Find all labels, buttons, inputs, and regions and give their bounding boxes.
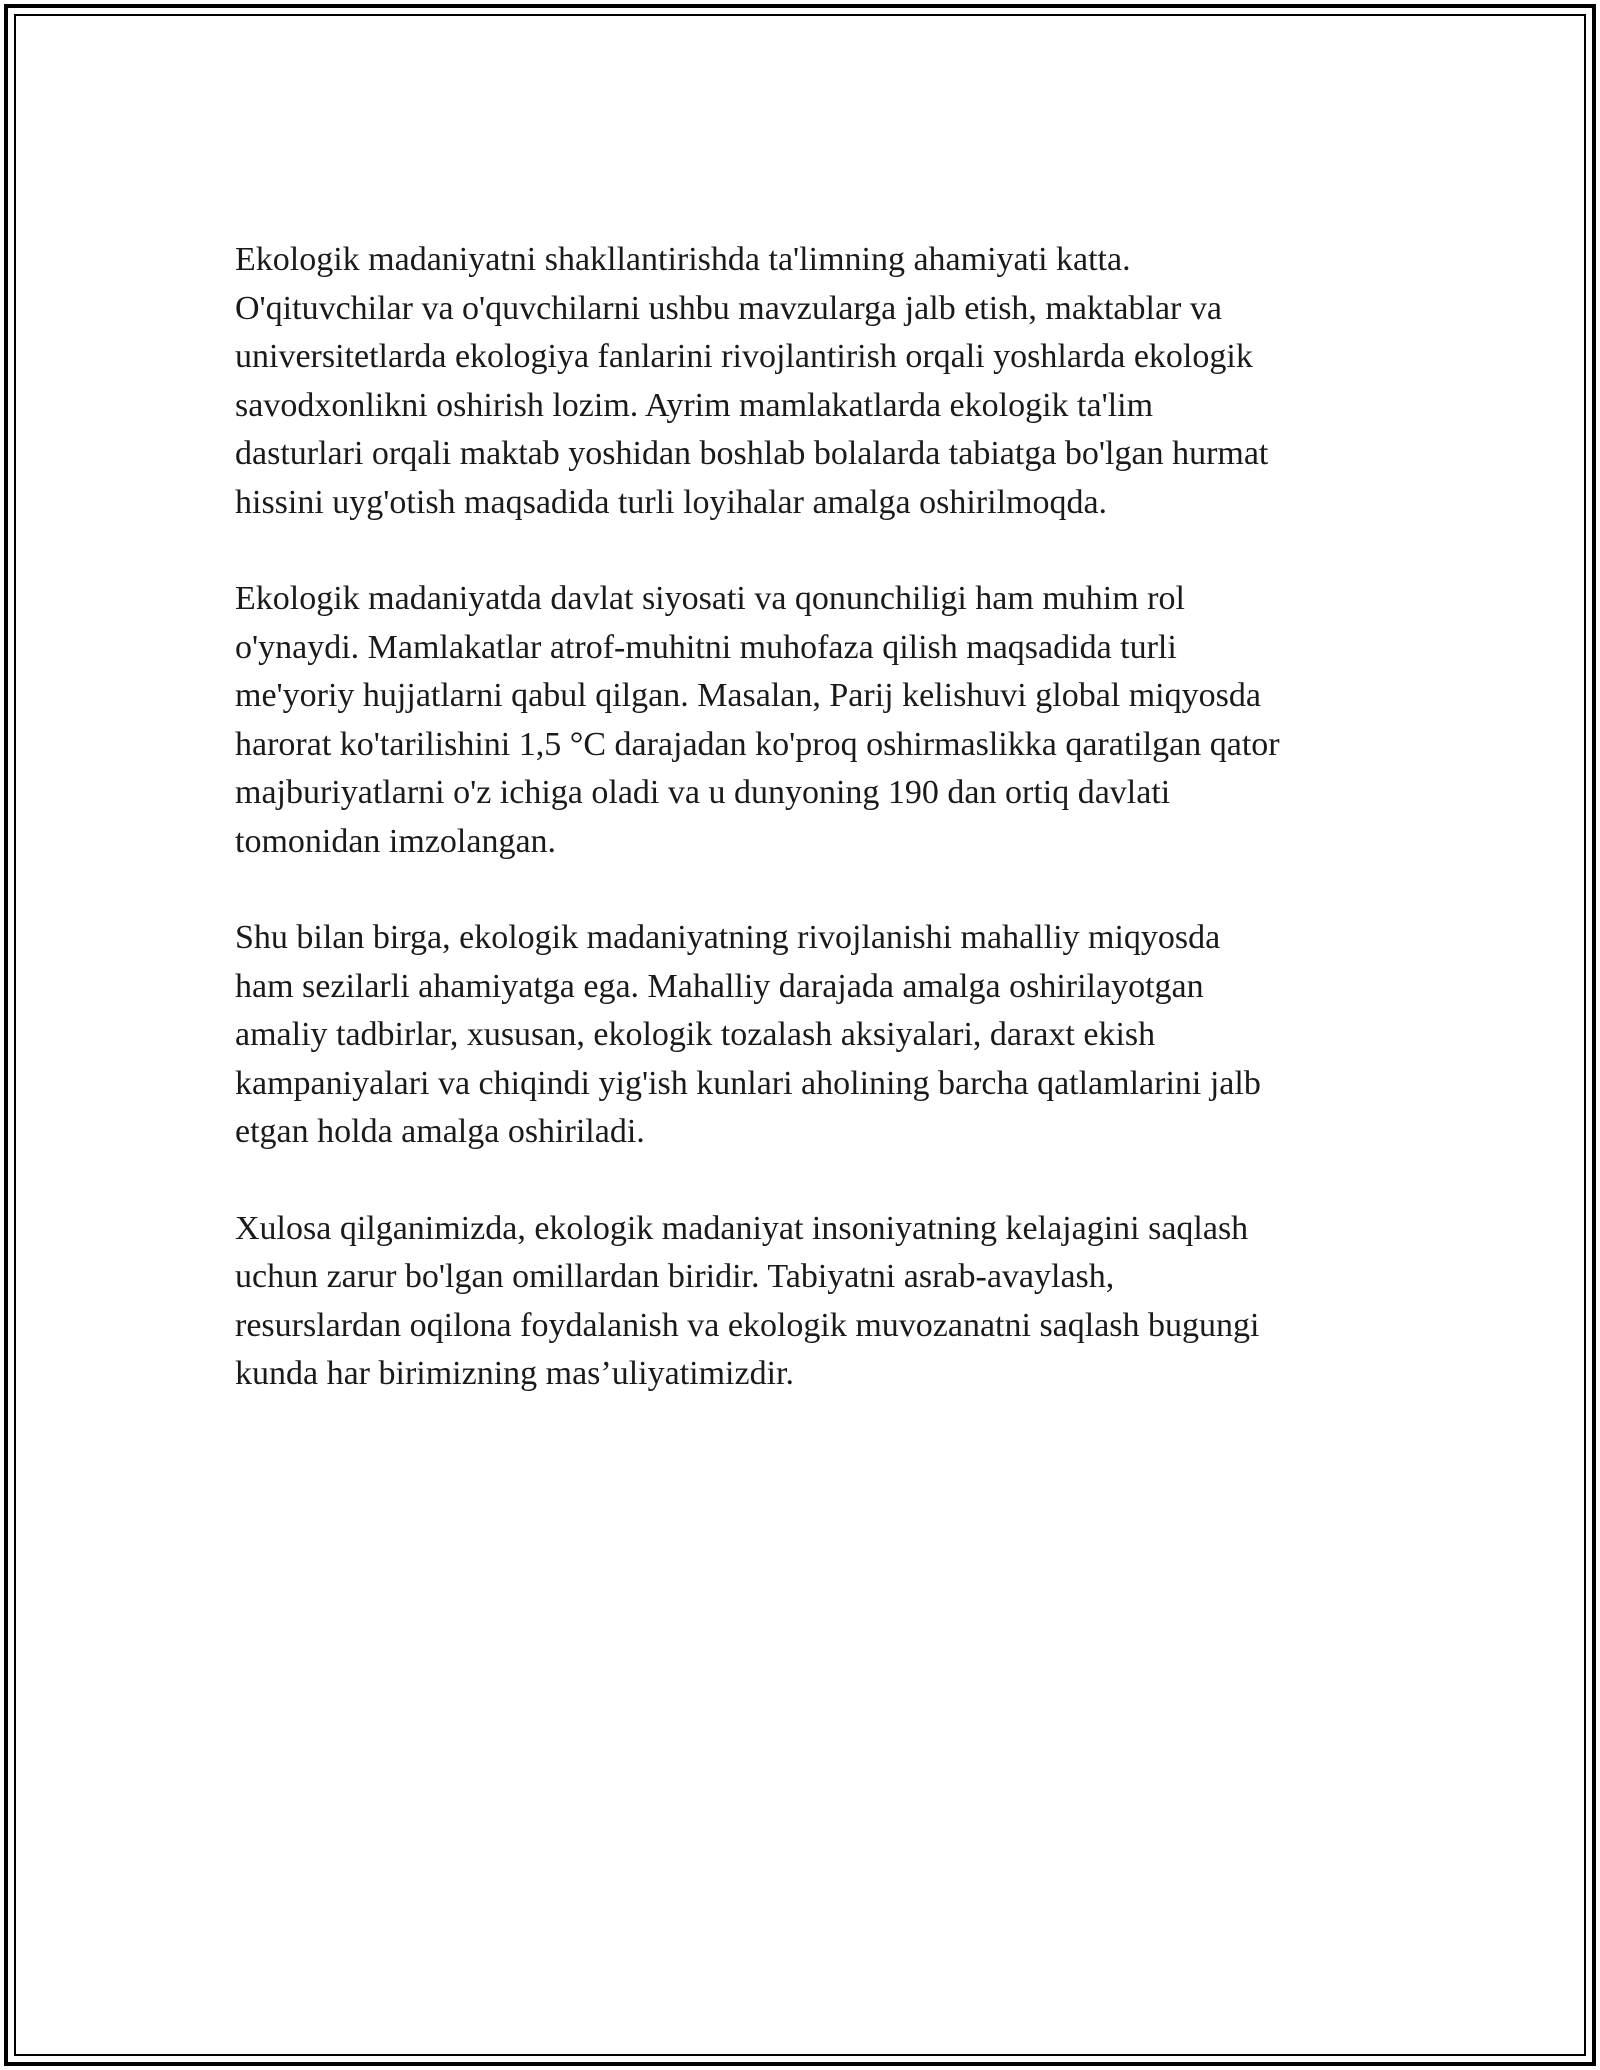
text-line: kunda har birimizning mas’uliyatimizdir.: [235, 1355, 794, 1392]
text-line: Ekologik madaniyatda davlat siyosati va qonunchiligi ham muhim rol: [235, 580, 1185, 617]
paragraph-conclusion: [235, 1205, 1370, 1399]
text-line: hissini uyg'otish maqsadida turli loyihalar amalga oshirilmoqda.: [235, 483, 1108, 521]
text-line: savodxonlikni oshirish lozim. Ayrim mamlakatlarda ekologik ta'lim: [235, 386, 1154, 424]
text-line: Ekologik madaniyatni shakllantirishda ta'limning ahamiyati katta.: [235, 241, 1131, 278]
text-line: harorat ko'tarilishini 1,5 °C darajadan ko'proq oshirmaslikka qaratilgan qator: [235, 725, 1280, 763]
text-line: ham sezilarli ahamiyatga ega. Mahalliy darajada amalga oshirilayotgan: [235, 967, 1204, 1005]
text-line: Xulosa qilganimizda, ekologik madaniyat insoniyatning kelajagini saqlash: [235, 1209, 1249, 1247]
text-line: uchun zarur bo'lgan omillardan biridir. Tabiyatni asrab-avaylash,: [235, 1258, 1115, 1295]
text-line: tomonidan imzolangan.: [235, 822, 557, 860]
paragraph-policy: [235, 575, 1370, 866]
text-line: kampaniyalari va chiqindi yig'ish kunlari aholining barcha qatlamlarini jalb: [235, 1064, 1261, 1102]
text-line: majburiyatlarni o'z ichiga oladi va u dunyoning 190 dan ortiq davlati: [235, 774, 1171, 811]
text-line: O'qituvchilar va o'quvchilarni ushbu mavzularga jalb etish, maktablar va: [235, 289, 1222, 327]
text-line: etgan holda amalga oshiriladi.: [235, 1113, 645, 1150]
text-line: me'yoriy hujjatlarni qabul qilgan. Masalan, Parij kelishuvi global miqyosda: [235, 677, 1261, 714]
text-line: universitetlarda ekologiya fanlarini rivojlantirish orqali yoshlarda ekologik: [235, 338, 1253, 375]
text-line: Shu bilan birga, ekologik madaniyatning rivojlanishi mahalliy miqyosda: [235, 919, 1221, 956]
text-line: o'ynaydi. Mamlakatlar atrof-muhitni muhofaza qilish maqsadida turli: [235, 628, 1177, 666]
paragraph-local: [235, 914, 1370, 1157]
text-line: resurslardan oqilona foydalanish va ekologik muvozanatni saqlash bugungi: [235, 1306, 1260, 1344]
paragraph-education: [235, 236, 1370, 527]
text-line: amaliy tadbirlar, xususan, ekologik tozalash aksiyalari, daraxt ekish: [235, 1016, 1156, 1053]
text-line: dasturlari orqali maktab yoshidan boshlab bolalarda tabiatga bo'lgan hurmat: [235, 435, 1269, 472]
document-body: [235, 236, 1370, 1447]
